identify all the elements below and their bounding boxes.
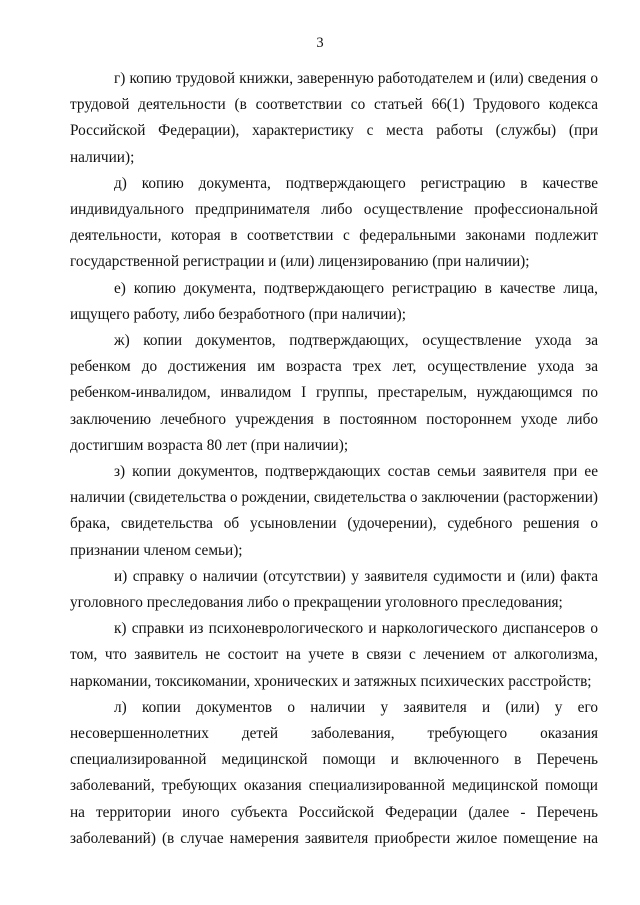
paragraph-zh: ж) копии документов, подтверждающих, осуществление ухода за ребенком до достижения им возраста трех лет, осуществление ухода за ребенком-инвалидом, инвалидом I группы, престарелым, нуждающимся по заключению лечебного учреждения в постоянном постороннем уходе либо достигшим возраста 80 лет (при наличии);	[70, 332, 598, 454]
paragraph-g: г) копию трудовой книжки, заверенную работодателем и (или) сведения о трудовой деятельности (в соответствии со статьей 66(1) Трудового кодекса Российской Федерации), характеристику с места работы (службы) (при наличии);	[70, 70, 598, 166]
paragraph-i: и) справку о наличии (отсутствии) у заявителя судимости и (или) факта уголовного преследования либо о прекращении уголовного преследования;	[70, 567, 598, 612]
paragraph-z: з) копии документов, подтверждающих состав семьи заявителя при ее наличии (свидетельства о рождении, свидетельства о заключении (расторжении) брака, свидетельства об усыновлении (удочерении), судебного решения о признании членом семьи);	[70, 463, 598, 559]
page-number: 3	[316, 35, 324, 51]
paragraph-e: е) копию документа, подтверждающего регистрацию в качестве лица, ищущего работу, либо безработного (при наличии);	[70, 279, 598, 323]
paragraph-k: к) справки из психоневрологического и наркологического диспансеров о том, что заявитель не состоит на учете в связи с лечением от алкоголизма, наркомании, токсикомании, хронических и затяжных психических расстройств;	[70, 620, 598, 690]
document-body	[70, 66, 598, 852]
paragraph-d: д) копию документа, подтверждающего регистрацию в качестве индивидуального предпринимателя либо осуществление профессиональной деятельности, которая в соответствии с федеральными законами подлежит государственной регистрации и (или) лицензированию (при наличии);	[70, 174, 598, 271]
paragraph-l: л) копии документов о наличии у заявителя и (или) у его несовершеннолетних детей заболевания, требующего оказания специализированной медицинской помощи и включенного в Перечень заболеваний, требующих оказания специализированной медицинской помощи на территории иного субъекта Российской Федерации (далее - Перечень заболеваний) (в случае намерения заявителя приобрести жилое помещение на	[70, 698, 598, 847]
